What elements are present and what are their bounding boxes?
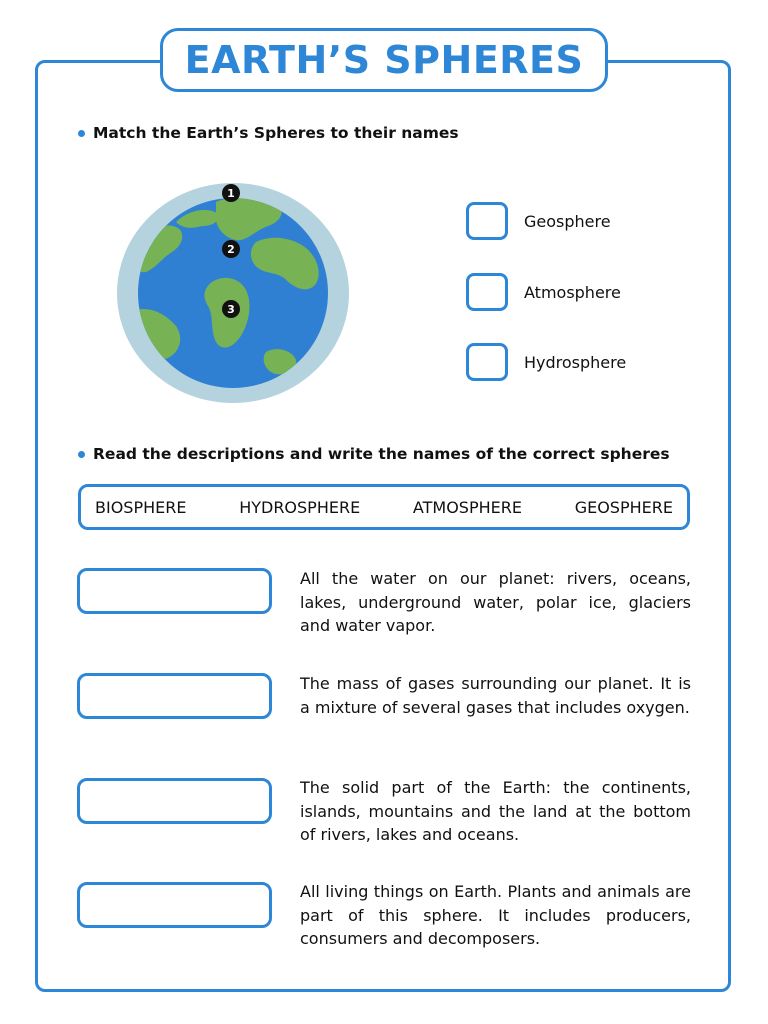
match-row-atmosphere <box>466 273 621 311</box>
instruction-descriptions-text: Read the descriptions and write the names of the correct spheres <box>93 445 670 463</box>
word-bank <box>78 484 690 530</box>
label-geosphere: Geosphere <box>524 211 611 231</box>
page-title: EARTH’S SPHERES <box>184 38 584 82</box>
bullet-icon <box>78 130 85 137</box>
description-2: The mass of gases surrounding our planet. It is a mixture of several gases that includes oxygen. <box>300 674 691 717</box>
match-row-hydrosphere <box>466 343 626 381</box>
word-bank-item: GEOSPHERE <box>574 497 673 517</box>
marker-3 <box>222 300 240 318</box>
answer-box-geosphere[interactable] <box>466 202 508 240</box>
instruction-descriptions <box>78 445 670 463</box>
title-banner <box>160 28 608 92</box>
marker-1 <box>222 184 240 202</box>
label-atmosphere: Atmosphere <box>524 282 621 302</box>
answer-input-3[interactable] <box>77 778 272 824</box>
description-1: All the water on our planet: rivers, oceans, lakes, underground water, polar ice, glaciers and water vapor. <box>300 569 691 635</box>
label-hydrosphere: Hydrosphere <box>524 352 627 372</box>
word-bank-item: BIOSPHERE <box>95 497 187 517</box>
match-row-geosphere <box>466 202 611 240</box>
description-4: All living things on Earth. Plants and animals are part of this sphere. It includes producers, consumers and decomposers. <box>300 882 691 948</box>
word-bank-item: ATMOSPHERE <box>412 497 522 517</box>
marker-2 <box>222 240 240 258</box>
answer-input-4[interactable] <box>77 882 272 928</box>
svg-text:1: 1 <box>227 187 235 200</box>
earth-globe-illustration <box>116 182 350 404</box>
instruction-match <box>78 124 459 142</box>
instruction-match-text: Match the Earth’s Spheres to their names <box>93 124 459 142</box>
svg-text:3: 3 <box>227 303 235 316</box>
description-3: The solid part of the Earth: the continents, islands, mountains and the land at the bottom of rivers, lakes and oceans. <box>300 778 691 844</box>
answer-box-atmosphere[interactable] <box>466 273 508 311</box>
answer-box-hydrosphere[interactable] <box>466 343 508 381</box>
bullet-icon <box>78 451 85 458</box>
answer-input-2[interactable] <box>77 673 272 719</box>
answer-input-1[interactable] <box>77 568 272 614</box>
svg-text:2: 2 <box>227 243 235 256</box>
word-bank-item: HYDROSPHERE <box>239 497 361 517</box>
